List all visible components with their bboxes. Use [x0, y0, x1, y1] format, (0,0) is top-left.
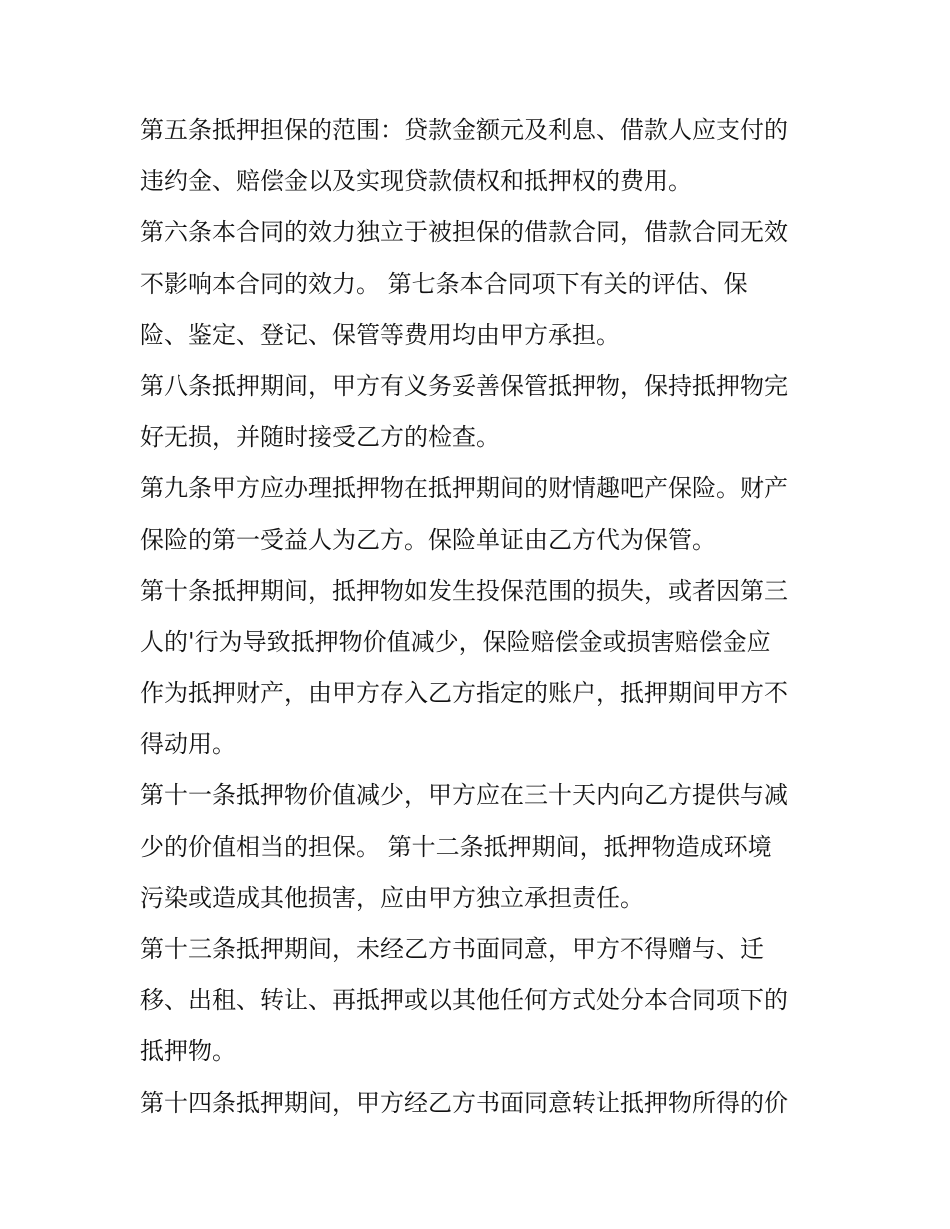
text-line: 抵押物。 [140, 1037, 236, 1066]
document-body [140, 105, 820, 1129]
text-line: 污染或造成其他损害，应由甲方独立承担责任。 [140, 883, 644, 912]
text-line: 人的'行为导致抵押物价值减少，保险赔偿金或损害赔偿金应 [140, 627, 771, 656]
text-line: 第八条抵押期间，甲方有义务妥善保管抵押物，保持抵押物完 [140, 371, 788, 400]
text-line: 险、鉴定、登记、保管等费用均由甲方承担。 [140, 320, 620, 349]
text-line: 第十条抵押期间，抵押物如发生投保范围的损失，或者因第三 [140, 576, 788, 605]
text-line: 作为抵押财产，由甲方存入乙方指定的账户，抵押期间甲方不 [140, 679, 788, 708]
text-line: 第五条抵押担保的范围：贷款金额元及利息、借款人应支付的 [140, 116, 788, 144]
text-line: 少的价值相当的担保。 第十二条抵押期间，抵押物造成环境 [140, 832, 772, 861]
text-line: 第十四条抵押期间，甲方经乙方书面同意转让抵押物所得的价 [140, 1088, 788, 1117]
text-line: 第十三条抵押期间，未经乙方书面同意，甲方不得赠与、迁 [140, 935, 764, 963]
text-line: 第九条甲方应办理抵押物在抵押期间的财情趣吧产保险。财产 [140, 474, 788, 503]
text-line: 第十一条抵押物价值减少，甲方应在三十天内向乙方提供与减 [140, 781, 788, 810]
text-line: 好无损，并随时接受乙方的检查。 [140, 423, 500, 452]
text-line: 移、出租、转让、再抵押或以其他任何方式处分本合同项下的 [140, 986, 788, 1015]
text-line: 违约金、赔偿金以及实现贷款债权和抵押权的费用。 [140, 167, 692, 196]
text-line: 保险的第一受益人为乙方。保险单证由乙方代为保管。 [140, 525, 716, 554]
text-line: 不影响本合同的效力。 第七条本合同项下有关的评估、保 [140, 269, 748, 298]
text-line: 第六条本合同的效力独立于被担保的借款合同，借款合同无效 [140, 218, 788, 247]
text-line: 得动用。 [140, 730, 236, 759]
